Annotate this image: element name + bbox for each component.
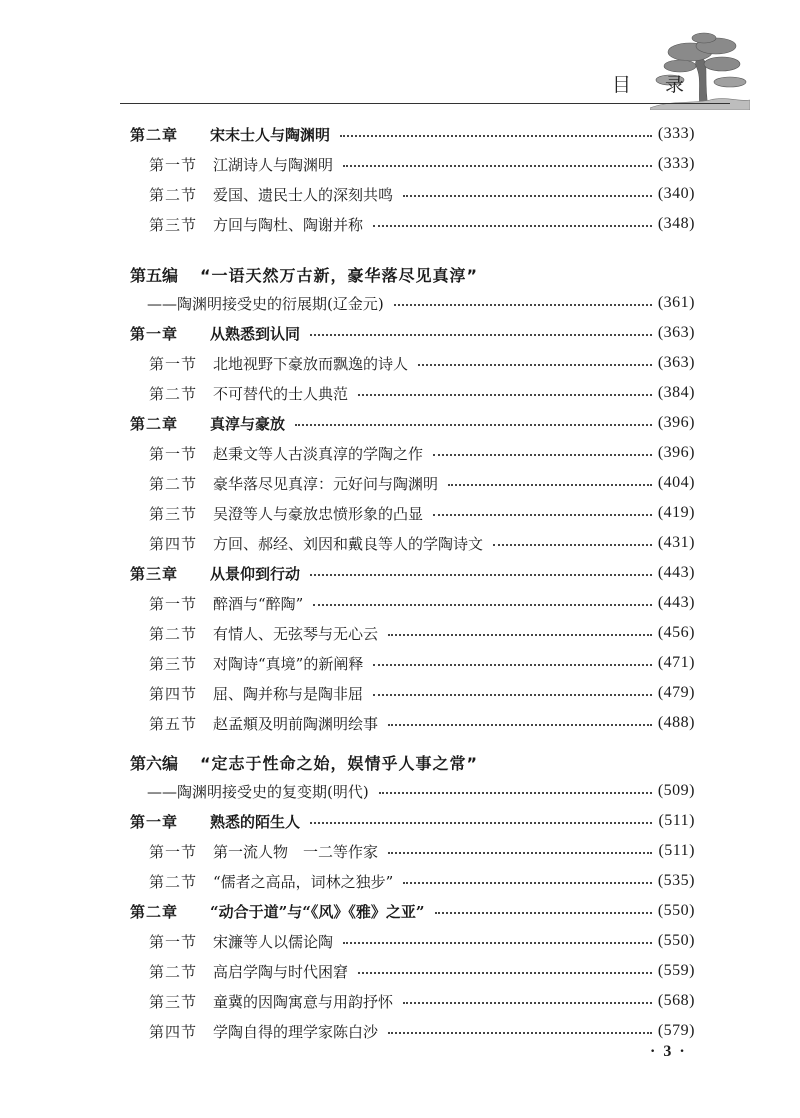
chapter-label: 第二章 [130,414,179,433]
toc-section-entry[interactable] [149,500,695,526]
toc-section-entry[interactable] [149,928,695,954]
dot-leader [343,165,652,167]
toc-part-subtitle[interactable] [147,778,695,804]
entry-title: 屈、陶并称与是陶非屈 [213,684,364,703]
header-title: 目 录 [612,74,699,96]
dot-leader [340,135,652,137]
dot-leader [403,195,652,197]
entry-title: “儒者之高品，词林之独步” [213,872,394,891]
section-label: 第一节 [149,594,198,613]
page-ref: (363) [657,354,695,371]
dot-leader [373,694,652,696]
section-label: 第三节 [149,215,198,234]
toc-chapter-entry[interactable] [130,320,695,346]
dot-leader [373,225,652,227]
entry-title: 北地视野下豪放而飘逸的诗人 [213,354,409,373]
page-ref: (363) [657,324,695,341]
page-ref: (568) [657,992,695,1009]
page-ref: (431) [657,534,695,551]
dot-leader [358,394,652,396]
section-label: 第二节 [149,185,198,204]
entry-title: 学陶自得的理学家陈白沙 [213,1022,379,1041]
toc-section-entry[interactable] [149,868,695,894]
chapter-label: 第二章 [130,125,179,144]
page-ref: (550) [657,902,695,919]
entry-title: 醉酒与“醉陶” [213,594,304,613]
page-ref: (488) [657,714,695,731]
entry-title: 熟悉的陌生人 [210,812,301,831]
page-ref: (348) [657,215,695,232]
part-heading [130,748,730,776]
entry-title: ——陶渊明接受史的衍展期(辽金元) [147,294,384,313]
toc-section-entry[interactable] [149,620,695,646]
page-number: · 3 · [650,1043,687,1060]
page-ref: (559) [657,962,695,979]
entry-title: “动合于道”与“《风》《雅》之亚” [210,902,425,921]
dot-leader [310,334,652,336]
toc-section-entry[interactable] [149,181,695,207]
dot-leader [358,972,652,974]
page-ref: (333) [657,155,695,172]
page-ref: (509) [657,782,695,799]
toc-section-entry[interactable] [149,151,695,177]
dot-leader [418,364,652,366]
dot-leader [394,304,652,306]
section-label: 第二节 [149,384,198,403]
section-label: 第二节 [149,474,198,493]
entry-title: 爱国、遗民士人的深刻共鸣 [213,185,394,204]
dot-leader [435,912,652,914]
entry-title: 吴澄等人与豪放忠愤形象的凸显 [213,504,424,523]
part-heading [130,260,730,288]
entry-title: 江湖诗人与陶渊明 [213,155,334,174]
toc-chapter-entry[interactable] [130,121,695,147]
entry-title: 从熟悉到认同 [210,324,301,343]
page-ref: (471) [657,654,695,671]
dot-leader [379,792,652,794]
page-ref: (333) [657,125,695,142]
section-label: 第三节 [149,504,198,523]
dot-leader [310,574,652,576]
chapter-label: 第一章 [130,324,179,343]
page-ref: (443) [657,594,695,611]
page-ref: (340) [657,185,695,202]
section-label: 第二节 [149,624,198,643]
entry-title: 方回、郝经、刘因和戴良等人的学陶诗文 [213,534,484,553]
toc-chapter-entry[interactable] [130,410,695,436]
part-title: “定志于性命之始，娱情乎人事之常” [200,753,479,773]
dot-leader [403,1002,652,1004]
page-ref: (479) [657,684,695,701]
entry-title: 赵孟頫及明前陶渊明绘事 [213,714,379,733]
entry-title: 方回与陶杜、陶谢并称 [213,215,364,234]
page-ref: (511) [658,842,695,859]
toc-section-entry[interactable] [149,350,695,376]
section-label: 第三节 [149,654,198,673]
section-label: 第四节 [149,684,198,703]
toc-section-entry[interactable] [149,1018,695,1044]
section-label: 第一节 [149,354,198,373]
section-label: 第二节 [149,872,198,891]
dot-leader [448,484,652,486]
toc-section-entry[interactable] [149,838,695,864]
dot-leader [313,604,652,606]
toc-section-entry[interactable] [149,650,695,676]
entry-title: 真淳与豪放 [210,414,286,433]
chapter-label: 第一章 [130,812,179,831]
page-ref: (404) [657,474,695,491]
toc-chapter-entry[interactable] [130,560,695,586]
part-label: 第五编 [130,265,179,285]
toc-section-entry[interactable] [149,470,695,496]
dot-leader [343,942,652,944]
dot-leader [295,424,652,426]
dot-leader [388,634,652,636]
toc-section-entry[interactable] [149,710,695,736]
entry-title: 不可替代的士人典范 [213,384,349,403]
entry-title: 高启学陶与时代困窘 [213,962,349,981]
entry-title: 宋濂等人以儒论陶 [213,932,334,951]
toc-chapter-entry[interactable] [130,808,695,834]
entry-title: 从景仰到行动 [210,564,301,583]
dot-leader [388,852,652,854]
entry-title: 对陶诗“真境”的新阐释 [213,654,364,673]
chapter-label: 第二章 [130,902,179,921]
toc-section-entry[interactable] [149,211,695,237]
section-label: 第五节 [149,714,198,733]
section-label: 第一节 [149,155,198,174]
entry-title: ——陶渊明接受史的复变期(明代) [147,782,369,801]
section-label: 第四节 [149,534,198,553]
dot-leader [493,544,652,546]
page-ref: (456) [657,624,695,641]
entry-title: 豪华落尽见真淳：元好问与陶渊明 [213,474,439,493]
section-label: 第二节 [149,962,198,981]
page-ref: (384) [657,384,695,401]
section-label: 第一节 [149,842,198,861]
page-ref: (419) [657,504,695,521]
toc-section-entry[interactable] [149,958,695,984]
page-ref: (511) [658,812,695,829]
toc-section-entry[interactable] [149,440,695,466]
page-ref: (579) [657,1022,695,1039]
page-ref: (550) [657,932,695,949]
page-ref: (396) [657,444,695,461]
dot-leader [433,454,652,456]
toc-part-subtitle[interactable] [147,290,695,316]
dot-leader [373,664,652,666]
entry-title: 第一流人物 一二等作家 [213,842,379,861]
page-ref: (443) [657,564,695,581]
entry-title: 童冀的因陶寓意与用韵抒怀 [213,992,394,1011]
dot-leader [433,514,652,516]
toc-section-entry[interactable] [149,680,695,706]
toc-section-entry[interactable] [149,988,695,1014]
section-label: 第四节 [149,1022,198,1041]
section-label: 第一节 [149,932,198,951]
part-label: 第六编 [130,753,179,773]
dot-leader [310,822,652,824]
toc-section-entry[interactable] [149,530,695,556]
toc-section-entry[interactable] [149,590,695,616]
dot-leader [388,1032,652,1034]
dot-leader [388,724,652,726]
entry-title: 宋末士人与陶渊明 [210,125,331,144]
toc-chapter-entry[interactable] [130,898,695,924]
toc-section-entry[interactable] [149,380,695,406]
page-ref: (361) [657,294,695,311]
section-label: 第三节 [149,992,198,1011]
part-title: “一语天然万古新，豪华落尽见真淳” [200,265,479,285]
section-label: 第一节 [149,444,198,463]
page-ref: (535) [657,872,695,889]
dot-leader [403,882,652,884]
page-ref: (396) [657,414,695,431]
chapter-label: 第三章 [130,564,179,583]
entry-title: 赵秉文等人古淡真淳的学陶之作 [213,444,424,463]
entry-title: 有情人、无弦琴与无心云 [213,624,379,643]
